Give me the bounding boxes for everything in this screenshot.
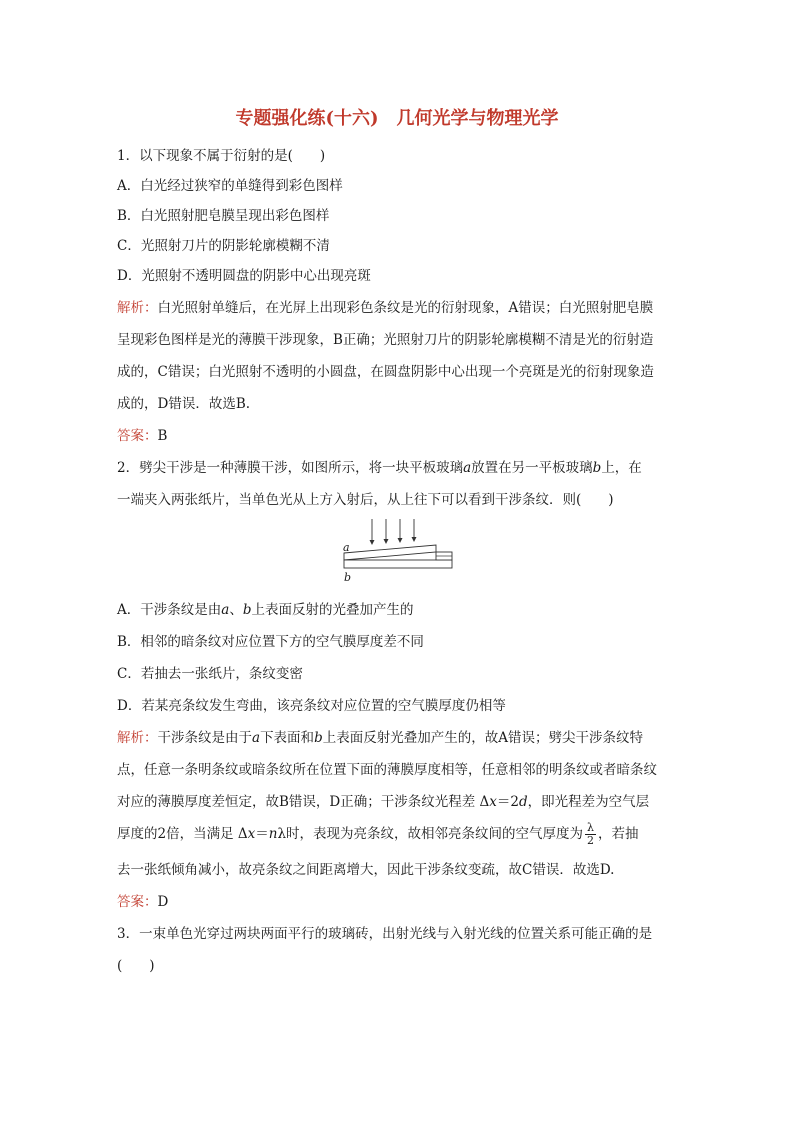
q2-analysis-label: 解析：	[117, 730, 158, 746]
q1-analysis-line-4: 成的，D错误．故选B.	[117, 396, 251, 412]
q1-option-b: B．白光照射肥皂膜呈现出彩色图样	[117, 208, 330, 224]
wedge-interference-diagram	[336, 515, 456, 587]
q1-stem: 1．以下现象不属于衍射的是( )	[117, 148, 326, 164]
glass-plate-b	[344, 560, 452, 568]
q1-answer-label: 答案：	[117, 428, 158, 444]
q2-analysis-line-5: 去一张纸倾角减小，故亮条纹之间距离增大，因此干涉条纹变疏，故C错误．故选D.	[117, 862, 615, 878]
ray-arrowhead-4	[412, 537, 417, 542]
q2-answer	[117, 892, 168, 912]
q1-answer	[117, 426, 167, 446]
q2-stem-line-2: 一端夹入两张纸片，当单色光从上方入射后，从上往下可以看到干涉条纹．则( )	[117, 492, 614, 508]
q1-option-d: D．光照射不透明圆盘的阴影中心出现亮斑	[117, 268, 371, 284]
q2-stem-line-1: 2．劈尖干涉是一种薄膜干涉，如图所示，将一块平板玻璃a放置在另一平板玻璃b上，在	[117, 460, 642, 476]
glass-plate-a	[344, 545, 436, 560]
q2-analysis-line-3: 对应的薄膜厚度差恒定，故B错误，D正确；干涉条纹光程差 Δx＝2d，即光程差为空气层	[117, 794, 650, 810]
q1-option-a: A．白光经过狭窄的单缝得到彩色图样	[117, 178, 343, 194]
ray-arrowhead-3	[398, 538, 403, 543]
lambda-over-two-fraction: $\frac{\lambda}{2}$	[587, 821, 595, 847]
q1-analysis-line-2: 呈现彩色图样是光的薄膜干涉现象，B正确；光照射刀片的阴影轮廓模糊不清是光的衍射造	[117, 332, 654, 348]
q1-analysis-line-1: 解析：白光照射单缝后，在光屏上出现彩色条纹是光的衍射现象，A错误；白光照射肥皂膜	[117, 300, 654, 316]
ray-arrowhead-1	[370, 540, 375, 545]
q2-option-d: D．若某亮条纹发生弯曲，该亮条纹对应位置的空气膜厚度仍相等	[117, 698, 506, 714]
q2-answer-value: D	[157, 894, 169, 910]
label-a: a	[343, 541, 350, 554]
q2-analysis-line-2: 点，任意一条明条纹或暗条纹所在位置下面的薄膜厚度相等，任意相邻的明条纹或者暗条纹	[117, 762, 657, 778]
q2-option-a: A．干涉条纹是由a、b上表面反射的光叠加产生的	[117, 602, 414, 618]
q2-analysis-line-1: 解析：干涉条纹是由于a下表面和b上表面反射光叠加产生的，故A错误；劈尖干涉条纹特	[117, 730, 643, 746]
q3-stem-line-1: 3．一束单色光穿过两块两面平行的玻璃砖，出射光线与入射光线的位置关系可能正确的是	[117, 926, 653, 942]
q1-option-c: C．光照射刀片的阴影轮廓模糊不清	[117, 238, 330, 254]
q2-option-b: B．相邻的暗条纹对应位置下方的空气膜厚度差不同	[117, 634, 424, 650]
q1-analysis-label: 解析：	[117, 300, 158, 316]
q1-analysis-line-3: 成的，C错误；白光照射不透明的小圆盘，在圆盘阴影中心出现一个亮斑是光的衍射现象造	[117, 364, 654, 380]
q1-answer-value: B	[157, 428, 168, 444]
q3-stem-line-2: ( )	[117, 958, 155, 974]
ray-arrowhead-2	[384, 539, 389, 544]
label-b: b	[344, 571, 352, 584]
q2-option-c: C．若抽去一张纸片，条纹变密	[117, 666, 303, 682]
page-title: 专题强化练(十六) 几何光学与物理光学	[235, 108, 559, 129]
q2-analysis-line-4: 厚度的2倍，当满足 Δx＝nλ时，表现为亮条纹，故相邻亮条纹间的空气厚度为 $\frac{\lambda}{2}$ ，若抽	[117, 821, 639, 847]
q2-answer-label: 答案：	[117, 894, 158, 910]
